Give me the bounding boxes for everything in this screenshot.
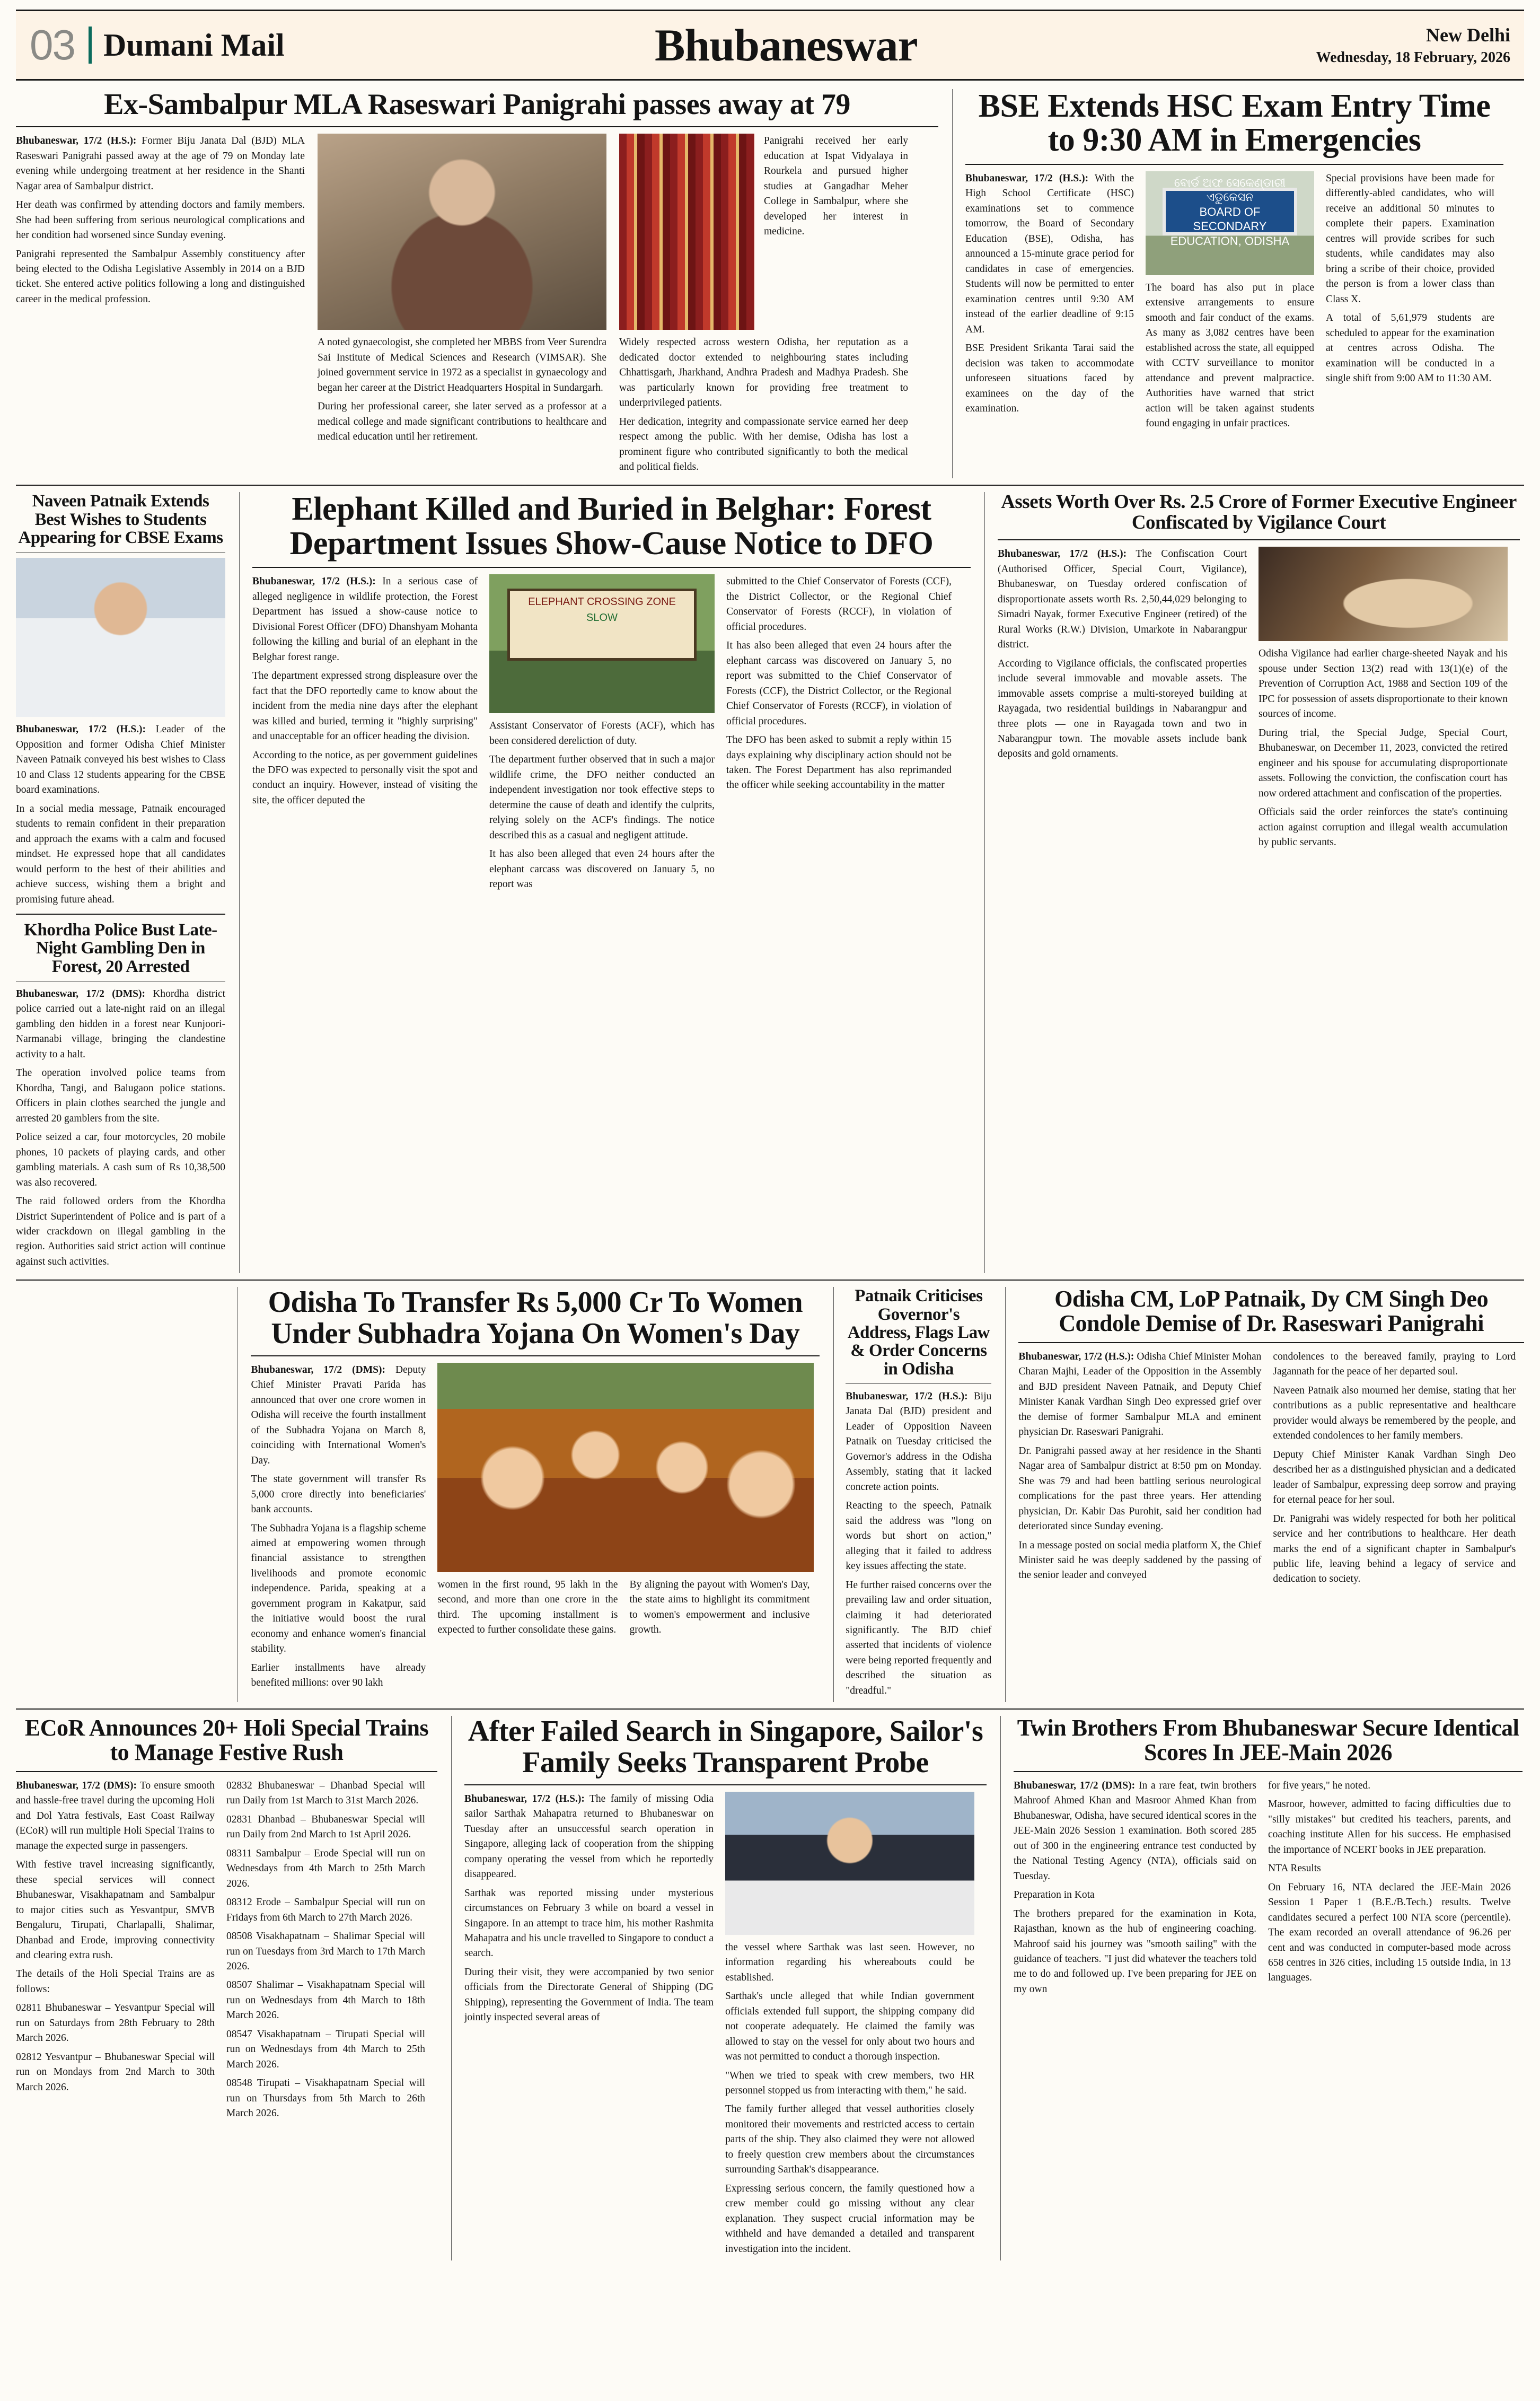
paragraph: Widely respected across western Odisha, her reputation as a dedicated doctor extended to neighbouring states including Chhattisgarh, Jharkhand, Andhra Pradesh and Madhya Pradesh. She was particularly known for providing free treatment to underprivileged patients. [619,337,908,409]
obit-col-1 [16,134,305,478]
headline-patnaik-cbse: Naveen Patnaik Extends Best Wishes to Students Appearing for CBSE Exams [18,492,223,548]
article-governor-address [833,1287,991,1702]
condole-col-2 [1273,1350,1516,1591]
subhadra-col-2 [437,1363,814,1695]
paragraph: Earlier installments have already benefited millions: over 90 lakh [251,1662,426,1689]
paragraph: The raid followed orders from the Khordha District Superintendent of Police and is part of a wider crackdown on illegal gambling in the region. Authorities said strict action will continue against such activities. [16,1196,225,1267]
subhead: Preparation in Kota [1014,1889,1095,1901]
dateline: Bhubaneswar, 17/2 (H.S.): [846,1390,968,1402]
photo-textile-pattern [619,134,754,330]
paragraph: The DFO has been asked to submit a reply within 15 days explaining why disciplinary action should not be taken. The Forest Department has also reprimanded the officer while seeking accountability in the matter [726,734,952,791]
article-condole [1005,1287,1524,1702]
paragraph: According to Vigilance officials, the confiscated properties include several immovable and movable assets. The immovable assets comprise a multi-storeyed building at Rayagada, two residential buildings in Nabarangpur and three plots — one in Rayagada town and two in Nabarangpur town. The movable assets include bank deposits and gold ornaments. [998,658,1247,760]
paragraph: According to the notice, as per government guidelines the DFO was expected to personally visit the spot and conduct an inquiry. However, instead of visiting the site, the officer deputed the [252,749,478,806]
band-second [16,492,1524,1273]
article-khordha-gambling [16,921,225,1269]
photo-sailor-uniform [725,1792,974,1935]
paragraph: Assistant Conservator of Forests (ACF), which has been considered dereliction of duty. [489,720,715,747]
train-schedule-item: 08548 Tirupati – Visakhapatnam Special will run on Thursdays from 5th March to 26th March 2026. [226,2078,425,2119]
paragraph: With festive travel increasing significantly, these special services will connect Bhubaneswar, Visakhapatnam and Sambalpur to major cities such as Yesvantpur, SMVB Bengaluru, Tirupati, Charlapalli, Shalimar, Dhanbad and Erode, improving connectivity and clearing extra rush. [16,1859,215,1961]
sailor-col-2 [725,1792,974,2260]
sign-text-en: ELEPHANT CROSSING ZONE [528,595,676,608]
obit-col-3 [619,134,908,478]
subhadra-col-1 [251,1363,426,1695]
bse-col-1 [965,171,1134,435]
condole-col-1 [1018,1350,1261,1591]
headline-vigilance: Assets Worth Over Rs. 2.5 Crore of Former Executive Engineer Confiscated by Vigilance Court [1001,491,1517,533]
ecor-col-2 [226,1778,425,2125]
headline-bse-exam: BSE Extends HSC Exam Entry Time to 9:30 AM in Emergencies [978,88,1491,159]
paragraph: Deputy Chief Minister Pravati Parida has announced that over one crore women in Odisha will receive the fourth installment of the Subhadra Yojana on March 8, coinciding with International Women's Day. [251,1364,426,1466]
article-twins [1000,1716,1523,2260]
article-vigilance [984,492,1520,1273]
ecor-col-1 [16,1778,215,2125]
dateline: Bhubaneswar, 17/2 (H.S.): [998,548,1127,560]
paragraph: A total of 5,61,979 students are scheduled to appear for the examination at centres across Odisha. The examination will be conducted in a single shift from 9:00 AM to 11:30 AM. [1326,312,1494,384]
paragraph: Sarthak's uncle alleged that while Indian government officials extended full support, the shipping company did not cooperate adequately. He claimed the family was allowed to stay on the vessel for only about two hours and was not permitted to conduct a thorough inspection. [725,1991,974,2063]
band-top [16,89,1524,478]
train-schedule-item: 02831 Dhanbad – Bhubaneswar Special will run Daily from 2nd March to 1st April 2026. [226,1813,425,1841]
paragraph: By aligning the payout with Women's Day, the state aims to highlight its commitment to women's empowerment and inclusive growth. [629,1579,810,1636]
brand-rule [89,27,92,64]
twins-col-2 [1268,1778,1511,2001]
headline-ecor: ECoR Announces 20+ Holi Special Trains to Manage Festive Rush [24,1715,429,1766]
headline-subhadra: Odisha To Transfer Rs 5,000 Cr To Women Under Subhadra Yojana On Women's Day [268,1286,803,1350]
paragraph: It has also been alleged that even 24 hours after the elephant carcass was discovered on January 5, no report was submitted to the Chief Conservator of Forests (CCF), the District Collector, or the Regional Chief Conservator of Forests (RCCF), in violation of official procedures. [726,640,952,727]
paragraph: During their visit, they were accompanied by two senior officials from the Directorate General of Shipping (DG Shipping), representing the Government of India. The team jointly inspected several areas of [464,1966,714,2023]
paragraph: On February 16, NTA declared the JEE-Main 2026 Session 1 Paper 1 (B.E./B.Tech.) results. Twelve candidates secured a perfect 100 NTA score (percentile). The exam recorded an overall attendance of 96.26 per cent and was conducted in computer-based mode across 658 centres in 326 cities, including 15 outside India, in 13 languages. [1268,1881,1511,1984]
photo-elephant-crossing-sign [489,574,715,713]
paragraph: Police seized a car, four motorcycles, 20 mobile phones, 10 packets of playing cards, and other gambling materials. A cash sum of Rs 10,38,500 was also recovered. [16,1132,225,1188]
photo-panigrahi-portrait [318,134,606,330]
dateline: Bhubaneswar, 17/2 (DMS): [1014,1780,1136,1791]
edition-block [1288,24,1510,66]
paragraph: women in the first round, 95 lakh in the second, and more than one crore in the third. The upcoming installment is expected to further consolidate these gains. [437,1579,618,1636]
paragraph: Former Biju Janata Dal (BJD) MLA Raseswari Panigrahi passed away at the age of 79 on Monday late evening while undergoing treatment at her residence in the Shanti Nagar area of Sambalpur district. [16,135,305,192]
paragraph: Deputy Chief Minister Kanak Vardhan Singh Deo described her as a distinguished physician and a dedicated leader of Sambalpur, expressing deep sorrow and praying for eternal peace for her soul. [1273,1449,1516,1506]
paragraph: The Subhadra Yojana is a flagship scheme aimed at empowering women through financial assistance to strengthen livelihoods and promote economic independence. Parida, speaking at a government program in Kakatpur, said the initiative would boost the rural economy and enhance women's financial stability. [251,1522,426,1655]
brand-name: Dumani Mail [103,27,285,63]
train-schedule-item: 08312 Erode – Sambalpur Special will run on Fridays from 6th March to 27th March 2026. [226,1897,425,1923]
elephant-col-1 [252,574,478,896]
paragraph: Officials said the order reinforces the state's continuing action against corruption and illegal wealth accumulation by public servants. [1259,807,1508,848]
photo-naveen-patnaik [16,558,225,717]
paragraph: In a social media message, Patnaik encouraged students to remain confident in their preparation and approach the exams with a calm and focused mindset. He expressed hope that all candidates would perform to the best of their abilities and achieve success, wishing them a bright and promising future ahead. [16,803,225,905]
paragraph: During trial, the Special Judge, Special Court, Bhubaneswar, on December 11, 2023, convicted the retired engineer and his spouse for accumulating disproportionate assets. Following the conviction, the confiscation court has now ordered attachment and confiscation of the properties. [1259,727,1508,799]
dateline: Bhubaneswar, 17/2 (DMS): [16,988,146,1000]
train-schedule-item: 08507 Shalimar – Visakhapatnam Special will run on Wednesdays from 4th March to 18th March 2026. [226,1979,425,2021]
paragraph: The details of the Holi Special Trains are as follows: [16,1968,215,1995]
paragraph: The department expressed strong displeasure over the fact that the DFO reportedly came to know about the incident from the media nine days after the elephant was killed and buried, terming it "highly surprising" and unacceptable for an officer heading the division. [252,670,478,742]
brand-block [89,27,285,64]
paragraph: Odisha Vigilance had earlier charge-sheeted Nayak and his spouse under Section 13(2) read with 13(1)(e) of the Prevention of Corruption Act, 1988 and Section 109 of the IPC for possession of assets disproportionate to their known sources of income. [1259,648,1508,720]
paragraph: Dr. Panigrahi was widely respected for both her political service and her contributions to healthcare. Her death marks the end of a significant chapter in Sambalpur's public life, leaving behind a legacy of service and dedication to society. [1273,1513,1516,1585]
dateline: Bhubaneswar, 17/2 (DMS): [251,1364,385,1375]
article-panigrahi-obit [16,89,938,478]
warning-sign [507,589,697,661]
paragraph: In a message posted on social media platform X, the Chief Minister said he was deeply saddened by the passing of the senior leader and conveyed [1018,1539,1262,1581]
dateline: Bhubaneswar, 17/2 (H.S.): [1018,1351,1134,1362]
paragraph: A noted gynaecologist, she completed her MBBS from Veer Surendra Sai Institute of Medical Sciences and Research (VIMSAR). She joined government service in 1972 as a specialist in gynaecology and began her career at the District Headquarters Hospital in Sundargarh. [318,337,606,393]
sign-text-slow: SLOW [586,611,618,624]
band-third [16,1287,1524,1702]
page-title: Bhubaneswar [655,20,918,71]
headline-twins: Twin Brothers From Bhubaneswar Secure Identical Scores In JEE-Main 2026 [1017,1715,1519,1766]
train-schedule-item: 02832 Bhubaneswar – Dhanbad Special will run Daily from 1st March to 31st March 2026. [226,1780,425,1807]
paragraph: In a rare feat, twin brothers Mahroof Ahmed Khan and Masroor Ahmed Khan from Bhubaneswar, Odisha, have secured identical scores in the JEE-Main 2026 Session 1 examination. Both scored 285 out of 300 in the engineering entrance test conducted by the National Testing Agency (NTA), officials said on Tuesday. [1014,1780,1257,1882]
paragraph: The family of missing Odia sailor Sarthak Mahapatra returned to Bhubaneswar on Tuesday after an unsuccessful search operation in Singapore, alleging lack of cooperation from the shipping company operating the vessel from which he reportedly disappeared. [464,1793,714,1880]
headline-khordha-gambling: Khordha Police Bust Late-Night Gambling Den in Forest, 20 Arrested [24,921,217,976]
bse-col-3 [1326,171,1494,435]
dateline: Bhubaneswar, 17/2 (H.S.): [252,576,376,588]
bse-col-2 [1146,171,1314,435]
paragraph: Special provisions have been made for differently-abled candidates, who will receive an additional 50 minutes to complete their papers. Examination centres will provide scribes for such students, while candidates may also bring a scribe of their choice, provided the person is from a lower class than Class X. [1326,172,1494,305]
band-fourth [16,1716,1524,2260]
paragraph: The operation involved police teams from Khordha, Tangi, and Balugaon police stations. Officers in plain clothes searched the jungle and arrested 20 gamblers from the site. [16,1067,225,1124]
article-bse-exam [952,89,1503,478]
train-schedule-item: 02812 Yesvantpur – Bhubaneswar Special will run on Mondays from 2nd March to 30th March 2026. [16,2051,215,2093]
subhead: NTA Results [1268,1863,1321,1874]
paragraph: The department further observed that in such a major wildlife crime, the DFO neither conducted an independent investigation nor took effective steps to determine the cause of death and identify the culprits, relying solely on the ACF's findings. The notice described this as a casual and negligent attitude. [489,754,715,841]
paragraph: Khordha district police carried out a late-night raid on an illegal gambling den hidden in a forest near Kunjoori-Narmanabi village, bringing the clandestine activity to a halt. [16,988,226,1060]
band-third-spacer [16,1287,224,1702]
elephant-col-2 [489,574,715,896]
paragraph: Her dedication, integrity and compassionate service earned her deep respect among the public. With her demise, Odisha has lost a prominent figure who contributed significantly to both the medical and political fields. [619,416,908,472]
paragraph: "When we tried to speak with crew members, two HR personnel stopped us from interacting with them," he said. [725,2070,974,2097]
train-schedule-item: 08547 Visakhapatnam – Tirupati Special will run on Wednesdays from 4th March to 25th March 2026. [226,2028,425,2070]
dateline: Bhubaneswar, 17/2 (H.S.): [16,135,137,147]
paragraph: Expressing serious concern, the family questioned how a crew member could go missing without any clear explanation. They suspect crucial information may be withheld and have demanded a detailed and transparent investigation into the incident. [725,2183,974,2255]
paragraph: In a serious case of alleged negligence in wildlife protection, the Forest Department has issued a show-cause notice to Divisional Forest Officer (DFO) Dhanshyam Mohanta following the killing and burial of an elephant in the Belghar forest range. [252,576,478,663]
article-sailor [451,1716,987,2260]
headline-governor-address: Patnaik Criticises Governor's Address, Flags Law & Order Concerns in Odisha [847,1286,990,1379]
paragraph: the vessel where Sarthak was last seen. However, no information regarding his whereabouts could be established. [725,1941,974,1983]
paragraph: Naveen Patnaik also mourned her demise, stating that her contributions as a public representative and healthcare provider would always be remembered by the people, and extended condolences to her family members. [1273,1384,1516,1442]
paragraph: With the High School Certificate (HSC) examinations set to commence tomorrow, the Board of Secondary Education (BSE), Odisha, has announced a 15-minute grace period for candidates in case of emergencies. Students will now be permitted to enter examination centres until 9:30 AM instead of the earlier deadline of 9:15 AM. [965,172,1134,335]
page-number: 03 [30,21,75,68]
headline-panigrahi-obit: Ex-Sambalpur MLA Raseswari Panigrahi passes away at 79 [104,88,850,121]
article-ecor [16,1716,437,2260]
article-patnaik-cbse [16,492,225,1273]
vigilance-col-2 [1259,547,1508,854]
headline-elephant: Elephant Killed and Buried in Belghar: Forest Department Issues Show-Cause Notice to DFO [289,491,934,562]
photo-court-gavel-hands [1259,547,1508,641]
paragraph: Her death was confirmed by attending doctors and family members. She had been suffering from serious neurological complications and her condition had worsened since Sunday evening. [16,199,305,241]
masthead [16,10,1524,81]
paragraph: Dr. Panigrahi passed away at her residence in the Shanti Nagar area of Sambalpur district at 8:50 pm on Monday. She was 79 and had been battling serious neurological complications for the past three years. Her attending physician, Dr. Kabir Das Purohit, said her condition had deteriorated since Sunday evening. [1018,1445,1262,1532]
paragraph: Leader of the Opposition and former Odisha Chief Minister Naveen Patnaik conveyed his best wishes to Class 10 and Class 12 students appearing for the CBSE board examinations. [16,724,226,796]
sailor-col-1 [464,1792,714,2260]
dateline: Bhubaneswar, 17/2 (H.S.): [16,724,146,735]
dateline: Bhubaneswar, 17/2 (H.S.): [965,172,1089,184]
paragraph: During her professional career, she later served as a professor at a medical college and made significant contributions to healthcare and medical education until her retirement. [318,401,606,443]
paragraph: Odisha Chief Minister Mohan Charan Majhi, Leader of the Opposition in the Assembly and BJD president Naveen Patnaik, and Deputy Chief Minister Kanak Vardhan Singh Deo expressed grief over the demise of former Sambalpur MLA and eminent physician Dr. Raseswari Panigrahi. [1018,1351,1262,1438]
paragraph: for five years," he noted. [1268,1780,1371,1791]
headline-condole: Odisha CM, LoP Patnaik, Dy CM Singh Deo Condole Demise of Dr. Raseswari Panigrahi [1054,1286,1489,1337]
paragraph: Panigrahi represented the Sambalpur Assembly constituency after being elected to the Odisha Legislative Assembly in 2014 on a BJD ticket. She entered active politics following a long and distinguished career in the medical profession. [16,248,305,305]
paragraph: Reacting to the speech, Patnaik said the address was "long on words but short on action," alleging that it failed to address key issues affecting the state. [846,1500,992,1572]
dateline: Bhubaneswar, 17/2 (H.S.): [464,1793,585,1804]
train-schedule-item: 08311 Sambalpur – Erode Special will run on Wednesdays from 4th March to 25th March 2026. [226,1847,425,1889]
paragraph: The board has also put in place extensive arrangements to ensure smooth and fair conduct of the exams. As many as 3,082 centres have been established across the state, all equipped with CCTV surveillance to monitor attendance and prevent malpractice. Authorities have warned that strict action will be taken against students found engaging in unfair practices. [1146,282,1314,430]
paragraph: The Confiscation Court (Authorised Officer, Special Court, Vigilance), Bhubaneswar, on Tuesday ordered confiscation of disproportionate assets worth Rs. 2,50,44,029 belonging to Simadri Nayak, former Executive Engineer (retired) of the Rural Works (R.W.) Division, Umarkote in Nabarangpur district. [998,548,1247,651]
paragraph: Panigrahi received her early education at Ispat Vidyalaya in Rourkela and pursued higher studies at Gangadhar Meher College in Sambalpur, where she developed her interest in medicine. [764,135,908,238]
paragraph: Masroor, however, admitted to facing difficulties due to "silly mistakes" but credited his teachers, parents, and coaching institute Allen for his success. He emphasised the importance of NCERT books in JEE preparation. [1268,1799,1511,1855]
paragraph: The brothers prepared for the examination in Kota, Rajasthan, known as the hub of engineering coaching. Mahroof said his journey was "smooth sailing" with the guidance of teachers. "I just did whatever the teachers told me to do and followed up. I've been preparing for JEE on my own [1014,1908,1256,1995]
train-schedule-item: 02811 Bhubaneswar – Yesvantpur Special will run on Saturdays from 28th February to 28th March 2026. [16,2002,215,2044]
paragraph: The state government will transfer Rs 5,000 crore directly into beneficiaries' bank accounts. [251,1474,426,1515]
headline-sailor: After Failed Search in Singapore, Sailor's Family Seeks Transparent Probe [468,1715,983,1779]
vigilance-col-1 [998,547,1247,854]
paragraph: condolences to the bereaved family, praying to Lord Jagannath for the peace of her departed soul. [1273,1351,1516,1378]
paragraph: submitted to the Chief Conservator of Forests (CCF), the District Collector, or the Regional Chief Conservator of Forests (RCCF), in violation of official procedures. [726,576,952,633]
twins-col-1 [1014,1778,1256,2001]
elephant-col-3 [726,574,952,896]
paragraph: He further raised concerns over the prevailing law and order situation, claiming it had deteriorated significantly. The BJD chief asserted that incidents of violence were being reported frequently and described the situation as "dreadful." [846,1579,992,1696]
obit-col-2 [318,134,606,478]
paragraph: It has also been alleged that even 24 hours after the elephant carcass was discovered on January 5, no report was [489,848,715,890]
office-plaque: ବୋର୍ଡ ଅଫ ସେକେଣ୍ଡାରୀ ଏଡୁକେସନ BOARD OF SECONDARY EDUCATION, ODISHA [1163,188,1297,235]
photo-women-holding-cash [437,1363,814,1572]
edition-date: Wednesday, 18 February, 2026 [1316,49,1510,66]
paragraph: Sarthak was reported missing under mysterious circumstances on February 3 while on board a vessel in Singapore. In an attempt to trace him, his mother Rashmita Mahapatra and his uncle travelled to Singapore to conduct a search. [464,1887,714,1959]
photo-bse-office-board [1146,171,1314,275]
paragraph: BSE President Srikanta Tarai said the decision was taken to accommodate unforeseen situations faced by examinees on the day of the examination. [965,343,1134,414]
paragraph: Biju Janata Dal (BJD) president and Leader of Opposition Naveen Patnaik on Tuesday criticised the Governor's address in the Odisha Assembly, stating that it lacked concrete action points. [846,1390,992,1493]
dateline: Bhubaneswar, 17/2 (DMS): [16,1780,137,1791]
train-schedule-item: 08508 Visakhapatnam – Shalimar Special will run on Tuesdays from 3rd March to 17th March 2026. [226,1931,425,1972]
article-elephant [239,492,971,1273]
paragraph: The family further alleged that vessel authorities closely monitored their movements and restricted access to certain parts of the ship. They also claimed they were not allowed to freely question crew members about the circumstances surrounding Sarthak's disappearance. [725,2104,974,2176]
article-subhadra [237,1287,820,1702]
edition-place: New Delhi [1426,24,1510,46]
paragraph: To ensure smooth and hassle-free travel during the upcoming Holi and Dol Yatra festivals, East Coast Railway (ECoR) will run multiple Holi Special Trains to manage the expected surge in passengers. [16,1780,215,1852]
